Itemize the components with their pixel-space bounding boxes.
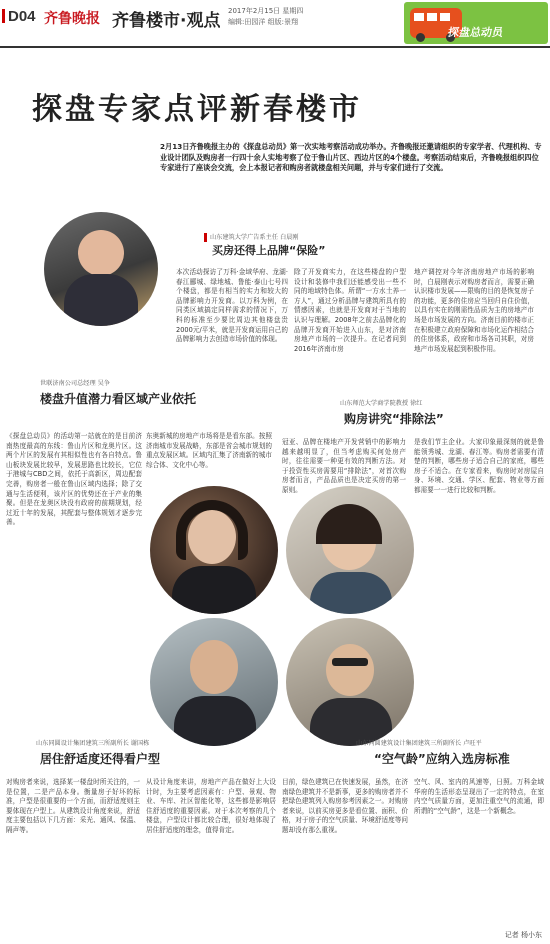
page-number: D04 (2, 8, 36, 25)
expert-card (356, 738, 546, 774)
article-column: 《探盘总动员》的活动第一站就在的是目前济南热度最高的东线：鲁山片区和龙奥片区。这两个片区的发展有其相似性也有各自特点。鲁山板块发展比较早，发展思路也比较长，它位于港城与CBD之间，依托于高新区，周边配套完善，购房者一般在鲁山区域内选择；除了交通与生活便利，该片区的优势还在于产业的集聚。但是在龙奥区块没有政府的前期规划，经过近十年的发展，其配套与整体规划才逐步完善。 (6, 432, 142, 527)
article-column: 地产调控对今年济南房地产市场的影响时，白晨刚表示对购房者而言，需要正确认识楼市发展——限购的目的是恢复房子的功能，更多的住房应当回归自住价值，以具有实在的刚需性品质为主的房地产市场是市场发展的方向。济南目前的楼市正在积极建立政府保障和市场化运作相结合的住房体系，政府和市场各司其职，对房地产市场发展起到积极作用。 (414, 268, 534, 353)
article-column: 目前，绿色建筑已在快速发展，虽然，在济南绿色建筑并不是新事，更多的购房者并不把绿色建筑列入购房参考因素之一。对购房者来说，以前买房更多是看位置、面积、价格，对于房子的空气质量、环境舒适度等问题却没有那么重视。 (282, 778, 408, 834)
portrait-photo (150, 618, 278, 746)
article-column: 本次活动探访了万科·金域华府、龙湖·春江郦城、绿地城、鲁能·泰山七号四个楼盘，都是有相当的实力和较大的品牌影响力开发商。以万科为例，在同类区域搞定同样需求的情况下，万科的标准至少要比周边其他楼盘贵2000元/平米，就是开发商运用自己的品牌影响力去创造市场价值的体现。 (176, 268, 288, 344)
expert-affiliation: 世联济南公司总经理 吴争 (40, 380, 111, 387)
headline: “空气龄”应纳入选房标准 (374, 752, 510, 766)
headline: 居住舒适度还得看户型 (40, 752, 161, 766)
expert-card (204, 232, 366, 258)
headline: 购房讲究“排除法” (344, 412, 444, 426)
page-header (0, 0, 550, 46)
portrait-photo (44, 212, 158, 326)
article-column: 对购房者来说，选择某一楼盘时所关注的，一是位置，二是产品本身。衡量房子好坏的标准，户型是很重要的一个方面，而舒适度则主要体现在户型上。从建筑设计角度来说，舒适度主要包括以下几方面：采光、通风、保温、隔声等。 (6, 778, 140, 834)
article-column: 东奥新城的房地产市场将是是看东部。按照济南城市发展战略，东部是省会城市规划的重点发展区域。区域内汇集了济南新的城市综合体、文化中心等。 (146, 432, 272, 469)
expert-affiliation: 山东同圆设计集团建筑三所副所长 谢国栋 (36, 740, 150, 747)
expert-card (40, 378, 210, 414)
byline: 记者 杨小东 (504, 931, 542, 939)
portrait-photo (286, 486, 414, 614)
page-title: 探盘专家点评新春楼市 (32, 92, 362, 127)
headline: 楼盘升值潜力看区域产业依托 (40, 392, 197, 406)
brand-logo: 齐鲁晚报 (44, 11, 100, 27)
article-column: 除了开发商实力，在这些楼盘的户型设计和装修中我们还能感受出一些不同的地域特色体。所谓“一方水土养一方人”，通过分析品牌与建筑所具有的情感因素，也就是开发商对于当地的认识与理解。2008年之前去品牌化的品牌开发商开始进入山东，是对济南房地产市场的一次提升。在记者问到2016年济南市房 (294, 268, 406, 353)
article-column: 空气、风、室内的风速等，日照。万科金域华府的生活形态呈现出了一定的特点，在室内空气质量方面，更加注重空气的流通，即所谓的“空气龄”，这是一个新概念。 (414, 778, 544, 815)
article-column: 冠亚、品牌在楼地产开发营销中的影响力越来越明显了，但当考虑购买何处房产时，往往需要一种更有效的判断方法。对于投资性买房需要用“排除法”，对首次购房者而言，产品品质也是决定买房的第一原则。 (282, 438, 406, 494)
header-rule (0, 46, 550, 48)
article-column: 从设计角度来讲，房地产产品在做好上大设计时，为主要考虑因素有：户型、景观、物业、车库、社区智能化等，这些都是影响居住舒适度的重要因素。对于本次考察的几个楼盘，户型设计都比较合理，很好地体现了居住舒适度的理念，值得肯定。 (146, 778, 276, 834)
date-line: 2017年2月15日 星期四 编辑:田园洋 组版:景翔 (228, 7, 304, 26)
banner-text: 探盘总动员 (447, 26, 504, 39)
expert-card (340, 398, 510, 434)
article-column: 是我们节主企业。大家印象最深刻的就是鲁能领秀城、龙湖、春江等。购房者需要有清楚的判断，哪些房子适合自己的家庭，哪些房子不适合。在专家看来，购房时对房屋自身、环境、交通、学区、配套、物业等方面都需要一一进行比较和判断。 (414, 438, 544, 494)
expert-affiliation: 山东建筑大学广告系主任 白晨刚 (204, 232, 299, 242)
portrait-photo (286, 618, 414, 746)
expert-affiliation: 山东同圆建筑设计集团建筑三所副所长 卢旺平 (356, 740, 482, 747)
headline: 买房还得上品牌“保险” (212, 244, 326, 257)
section-title: 齐鲁楼市·观点 (112, 11, 221, 31)
intro-paragraph: 2月13日齐鲁晚报主办的《探盘总动员》第一次实地考察活动成功举办。齐鲁晚报还邀请组织的专家学者、代理机构、专业设计团队及购房者一行四十余人实地考察了位于鲁山片区、西边片区的4个楼盘。考察活动结束后，齐鲁晚报组织四位专家进行了座谈会交流，会上本报记者和购房者就楼盘相关问题，并与专家们进行了交流。 (160, 142, 542, 172)
expert-card (36, 738, 216, 774)
expert-affiliation: 山东师范大学商学院教授 徐红 (340, 400, 423, 407)
portrait-photo (150, 486, 278, 614)
